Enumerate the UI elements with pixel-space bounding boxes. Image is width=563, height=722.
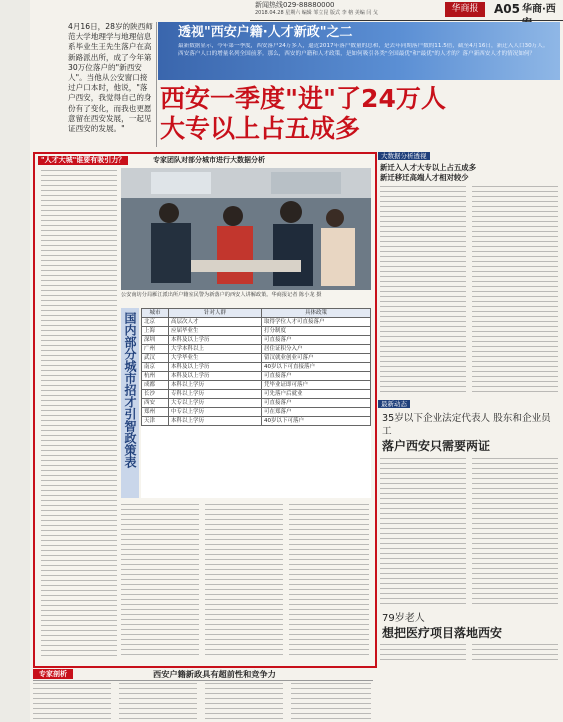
main-headline — [160, 84, 560, 144]
table-row — [142, 390, 371, 399]
table-row — [142, 336, 371, 345]
table-row — [142, 345, 371, 354]
latest-head2-small: 79岁老人 — [382, 613, 425, 624]
latest-col2 — [472, 458, 558, 606]
expert-divider — [33, 680, 373, 681]
table-row — [142, 399, 371, 408]
expert-col1 — [33, 683, 111, 721]
latest-col3 — [380, 644, 466, 664]
latest-head1-big: 落户西安只需要两证 — [382, 439, 491, 453]
latest-col4 — [472, 644, 558, 664]
bottom-expert — [33, 668, 373, 722]
table-cell: 本科及以上学历 — [169, 372, 262, 381]
table-row — [142, 372, 371, 381]
banner-subtext: 最新数据显示，今年第一季度，西安落户24万多人，逼近2017年落户数量的总和，是去年同期落户数的11.5倍，截至4月16日，新迁入人口30万人。西安落户人口的增量名列全国前茅。那么，西安的户籍和人才政策，是如何吸引各类"全国最优"和"最优"的人才的？落户新西安人才的情况如何？ — [178, 43, 549, 57]
analysis-title2: 新迁移迁高端人才相对较少 — [380, 173, 469, 182]
table-cell: 取得学位人才可直接落户 — [262, 318, 371, 327]
table-cell: 西安 — [142, 399, 169, 408]
table-row — [142, 318, 371, 327]
table-cell: 专科以上学历 — [169, 390, 262, 399]
news-photo — [121, 168, 371, 290]
table-cell: 可先落户后就业 — [262, 390, 371, 399]
analysis-label: 大数据分析透视 — [378, 152, 430, 160]
feature-body-col3 — [205, 504, 283, 659]
feature-kicker: "人才大城"谁要有吸引力？ — [38, 156, 128, 165]
photo-scene — [121, 168, 371, 290]
intro-text: 4月16日，28岁的陕西师范大学地理学与地理信息系毕业生王先生落户在高新路派出所，成了今年第30万位落户的"新西安人"。当他从公安窗口接过户口本时，他说，"落户西安，我觉得自己的身份有了变化，而我也更愿意留在西安发展，一起见证西安的发展。" — [68, 22, 153, 134]
right-latest — [378, 400, 560, 665]
table-cell: 可在郑落户 — [262, 408, 371, 417]
analysis-col1 — [380, 186, 466, 394]
newspaper-logo: 华商报 — [445, 2, 485, 17]
table-cell: 本科以上学历 — [169, 381, 262, 390]
photo-caption: 公安南坊分局雁江派出所户籍室民警为新落户的西安人讲解政策。华商报记者 陈小龙 摄 — [121, 292, 322, 298]
feature-body-col2 — [121, 504, 199, 659]
table-cell: 广州 — [142, 345, 169, 354]
series-banner — [158, 22, 560, 80]
table-cell: 居住证积分入户 — [262, 345, 371, 354]
feature-body-col4 — [289, 504, 369, 659]
policy-table-wrap — [141, 308, 371, 498]
table-cell: 本科及以上学历 — [169, 363, 262, 372]
table-cell: 40岁以下可直接落户 — [262, 363, 371, 372]
table-row — [142, 381, 371, 390]
headline-line1: 西安一季度"进"了24万人 — [160, 84, 446, 113]
table-cell: 武汉 — [142, 354, 169, 363]
table-row — [142, 363, 371, 372]
analysis-title1: 新迁入人才大专以上占五成多 — [380, 163, 477, 172]
table-cell: 可直接落户 — [262, 336, 371, 345]
table-cell: 大专以上学历 — [169, 399, 262, 408]
table-cell: 凭毕业证即可落户 — [262, 381, 371, 390]
analysis-col2 — [472, 186, 558, 394]
table-cell: 留汉就业创业可落户 — [262, 354, 371, 363]
table-cell: 大学本科以上 — [169, 345, 262, 354]
table-cell: 杭州 — [142, 372, 169, 381]
latest-col1 — [380, 458, 466, 606]
expert-label: 专家剖析 — [33, 669, 73, 679]
page-left-margin — [0, 0, 30, 722]
table-cell: 本科以上学历 — [169, 417, 262, 426]
section-name: 华商·西 — [522, 4, 556, 15]
table-cell: 大学毕业生 — [169, 354, 262, 363]
right-analysis — [378, 152, 560, 397]
table-cell: 可直接落户 — [262, 399, 371, 408]
page-header — [250, 0, 563, 21]
table-side-title — [121, 308, 139, 498]
table-header-row — [142, 309, 371, 318]
latest-label: 最新动态 — [378, 400, 410, 408]
table-cell: 天津 — [142, 417, 169, 426]
table-row — [142, 408, 371, 417]
expert-title: 西安户籍新政具有超前性和竞争力 — [153, 669, 276, 679]
latest-head1-small: 35岁以下企业法定代表人 股东和企业员工 — [382, 413, 551, 437]
table-row — [142, 327, 371, 336]
table-header-group: 针对人群 — [169, 309, 262, 318]
table-side-title-text: 国内部分城市招才引智政策表 — [123, 312, 137, 468]
table-cell: 40岁以下可落户 — [262, 417, 371, 426]
feature-body-col1 — [41, 170, 117, 660]
table-row — [142, 417, 371, 426]
table-cell: 郑州 — [142, 408, 169, 417]
expert-col3 — [205, 683, 283, 721]
policy-table — [141, 308, 371, 426]
table-cell: 成都 — [142, 381, 169, 390]
expert-col4 — [291, 683, 371, 721]
table-cell: 高层次人才 — [169, 318, 262, 327]
table-header-policy: 具体政策 — [262, 309, 371, 318]
feature-box — [33, 152, 377, 668]
table-cell: 南京 — [142, 363, 169, 372]
table-cell: 北京 — [142, 318, 169, 327]
intro-vertical-rule — [156, 22, 157, 147]
table-cell: 本科及以上学历 — [169, 336, 262, 345]
hotline-text: 新闻热线029-88880000 — [255, 1, 335, 9]
headline-line2: 大专以上占五成多 — [160, 114, 361, 143]
table-cell: 深圳 — [142, 336, 169, 345]
expert-col2 — [119, 683, 197, 721]
table-cell: 应届毕业生 — [169, 327, 262, 336]
latest-head2-big: 想把医疗项目落地西安 — [382, 626, 503, 640]
table-cell: 中专以上学历 — [169, 408, 262, 417]
intro-column — [68, 22, 154, 152]
table-cell: 长沙 — [142, 390, 169, 399]
table-cell: 打分制度 — [262, 327, 371, 336]
table-row — [142, 354, 371, 363]
feature-title: 专家团队对部分城市进行大数据分析 — [153, 156, 265, 164]
table-header-city: 城市 — [142, 309, 169, 318]
banner-tag: 透视"西安户籍·人才新政"之二 — [178, 25, 353, 40]
table-cell: 上海 — [142, 327, 169, 336]
section-code: A05 — [494, 2, 520, 16]
dateline-text: 2018.04.28 星期六 编辑 邹立昆 版式 李 榕 美编 闫 戈 — [255, 10, 378, 16]
table-cell: 可直接落户 — [262, 372, 371, 381]
